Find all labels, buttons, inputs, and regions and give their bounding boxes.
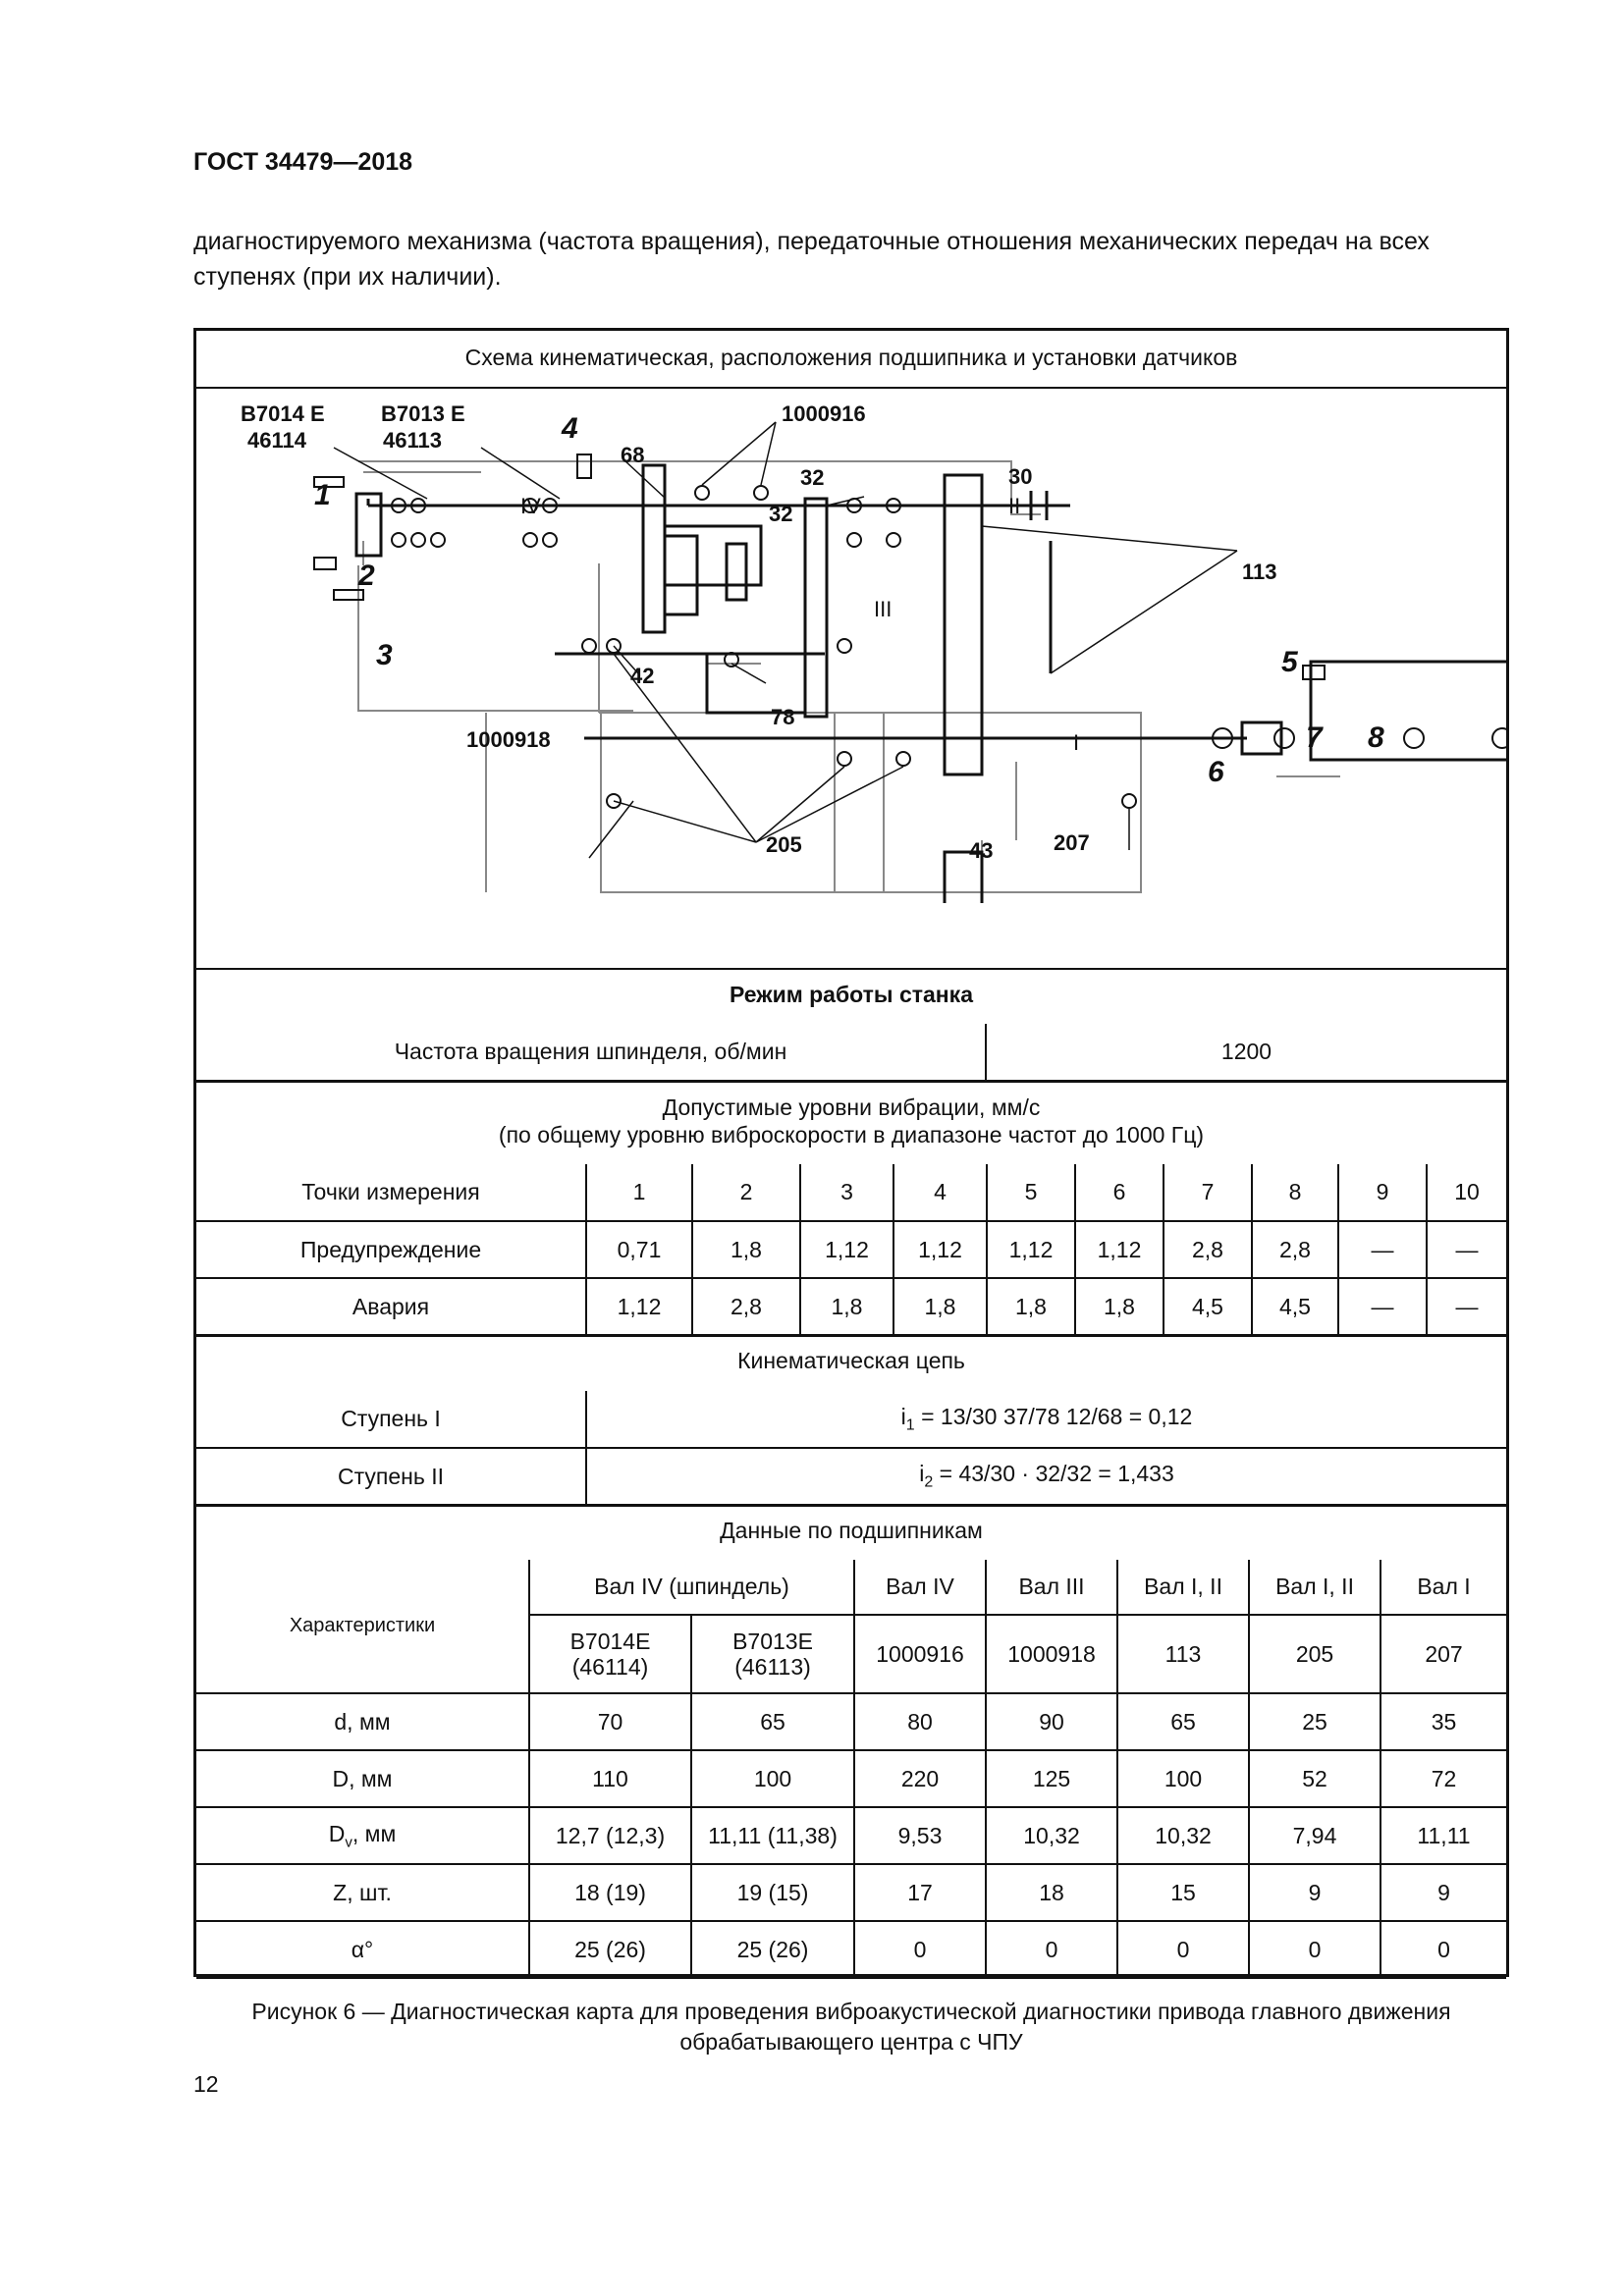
bearing-value: 100 xyxy=(691,1750,854,1807)
sensor-label-6: 6 xyxy=(1208,756,1224,788)
bearing-value: 70 xyxy=(529,1693,691,1750)
bearing-row-alpha xyxy=(196,1921,1506,1978)
bearing-value: 90 xyxy=(986,1693,1117,1750)
label-68: 68 xyxy=(621,443,645,467)
bearing-value: 9 xyxy=(1380,1864,1506,1921)
bearing-value: 65 xyxy=(1117,1693,1249,1750)
figure-caption xyxy=(193,1997,1509,2057)
sensor-label-7: 7 xyxy=(1306,721,1323,754)
label-1000916: 1000916 xyxy=(782,401,866,426)
label-43: 43 xyxy=(969,838,994,863)
bearing-value: 110 xyxy=(529,1750,691,1807)
sensor-label-1: 1 xyxy=(314,479,331,511)
document-header: ГОСТ 34479—2018 xyxy=(193,148,413,176)
label-32-mid: 32 xyxy=(769,502,793,526)
bearing-row-dv xyxy=(196,1807,1506,1864)
leader-lines xyxy=(334,422,1237,858)
diagnostic-card-frame xyxy=(193,328,1509,1977)
spindle-speed-label: Частота вращения шпинделя, об/мин xyxy=(196,1024,986,1081)
vibration-levels-table xyxy=(196,1164,1506,1336)
bearing-value: 9,53 xyxy=(854,1807,986,1864)
bearing-value: 0 xyxy=(1380,1921,1506,1978)
label-shaft-i: I xyxy=(1073,730,1080,755)
point-10: 10 xyxy=(1427,1164,1506,1221)
point-9: 9 xyxy=(1338,1164,1427,1221)
alarm-value: 1,8 xyxy=(1075,1278,1164,1335)
label-b7013e: B7013 E xyxy=(381,401,465,426)
shaft-iv-spindle-header: Вал IV (шпиндель) xyxy=(529,1560,854,1615)
sensor-label-4: 4 xyxy=(562,412,578,445)
warning-value: — xyxy=(1427,1221,1506,1278)
bearing-value: 80 xyxy=(854,1693,986,1750)
label-1000918: 1000918 xyxy=(466,727,551,752)
point-4: 4 xyxy=(893,1164,987,1221)
point-8: 8 xyxy=(1252,1164,1338,1221)
point-5: 5 xyxy=(987,1164,1075,1221)
bearing-value: 17 xyxy=(854,1864,986,1921)
alarm-value: 4,5 xyxy=(1164,1278,1252,1335)
bearing-value: 19 (15) xyxy=(691,1864,854,1921)
alarm-value: 2,8 xyxy=(692,1278,800,1335)
sensor-label-3: 3 xyxy=(376,639,393,671)
housing-outline xyxy=(358,461,1340,892)
scheme-title: Схема кинематическая, расположения подшипника и установки датчиков xyxy=(464,345,1238,370)
bearing-shaft-row xyxy=(196,1560,1506,1615)
label-42: 42 xyxy=(630,664,655,688)
shaft-header: Вал I xyxy=(1380,1560,1506,1615)
row-label: $D_v$, мм xyxy=(196,1807,529,1864)
bearing-value: 18 (19) xyxy=(529,1864,691,1921)
alarm-value: 1,8 xyxy=(987,1278,1075,1335)
warning-value: 2,8 xyxy=(1252,1221,1338,1278)
bearing-type: 1000916 xyxy=(854,1615,986,1693)
bearing-value: 15 xyxy=(1117,1864,1249,1921)
bearing-value: 220 xyxy=(854,1750,986,1807)
row-label: Z, шт. xyxy=(196,1864,529,1921)
point-2: 2 xyxy=(692,1164,800,1221)
vibration-title xyxy=(196,1094,1506,1148)
point-6: 6 xyxy=(1075,1164,1164,1221)
bearing-value: 0 xyxy=(854,1921,986,1978)
bearing-value: 100 xyxy=(1117,1750,1249,1807)
intro-paragraph: диагностируемого механизма (частота вращения), передаточные отношения механических передач на всех ступенях (при их наличии). xyxy=(193,228,1430,291)
bearing-value: 72 xyxy=(1380,1750,1506,1807)
bearing-value: 25 (26) xyxy=(529,1921,691,1978)
label-46114: 46114 xyxy=(247,428,306,453)
bearing-value: 10,32 xyxy=(1117,1807,1249,1864)
stage-1-label: Ступень I xyxy=(196,1391,586,1448)
alarm-value: 1,8 xyxy=(893,1278,987,1335)
label-shaft-ii: II xyxy=(1008,494,1021,518)
stage-1-row xyxy=(196,1391,1506,1448)
bearing-data-table xyxy=(196,1560,1506,1979)
alarm-label: Авария xyxy=(196,1278,586,1335)
stage-2-row xyxy=(196,1448,1506,1505)
bearing-value: 0 xyxy=(1249,1921,1380,1978)
bearing-type: 205 xyxy=(1249,1615,1380,1693)
alarm-row xyxy=(196,1278,1506,1335)
row-label: d, мм xyxy=(196,1693,529,1750)
row-label: D, мм xyxy=(196,1750,529,1807)
warning-value: 1,12 xyxy=(800,1221,893,1278)
sensor-label-8: 8 xyxy=(1368,721,1384,754)
warning-value: 1,8 xyxy=(692,1221,800,1278)
characteristics-header: Характеристики xyxy=(196,1560,529,1693)
vibration-title-line1: Допустимые уровни вибрации, мм/с xyxy=(662,1095,1041,1120)
warning-label: Предупреждение xyxy=(196,1221,586,1278)
label-b7014e: B7014 E xyxy=(241,401,325,426)
alarm-value: 1,12 xyxy=(586,1278,692,1335)
bearing-value: 0 xyxy=(986,1921,1117,1978)
spindle-speed-value: 1200 xyxy=(986,1024,1506,1081)
stage-2-formula: $i_2 = 43/30 \cdot 32/32 = 1,433$ xyxy=(586,1448,1506,1505)
bearing-value: 10,32 xyxy=(986,1807,1117,1864)
warning-value: 1,12 xyxy=(1075,1221,1164,1278)
alarm-value: 1,8 xyxy=(800,1278,893,1335)
stage-1-formula: $i_1 = 13/30$ 37/78 12/68 = 0,12 xyxy=(586,1391,1506,1448)
warning-row xyxy=(196,1221,1506,1278)
warning-value: — xyxy=(1338,1221,1427,1278)
kinematic-chain-table xyxy=(196,1391,1506,1506)
shaft-header: Вал III xyxy=(986,1560,1117,1615)
spindle-speed-table xyxy=(196,1024,1506,1082)
bearing-type: 1000918 xyxy=(986,1615,1117,1693)
stage-2-label: Ступень II xyxy=(196,1448,586,1505)
label-207: 207 xyxy=(1054,830,1090,855)
label-78: 78 xyxy=(771,705,795,729)
label-shaft-iii: III xyxy=(874,597,893,621)
label-113: 113 xyxy=(1242,560,1277,584)
bearing-value: 65 xyxy=(691,1693,854,1750)
bearing-value: 25 xyxy=(1249,1693,1380,1750)
warning-value: 1,12 xyxy=(987,1221,1075,1278)
sensor-label-2: 2 xyxy=(358,560,375,592)
vibration-title-line2: (по общему уровню виброскорости в диапазоне частот до 1000 Гц) xyxy=(498,1122,1205,1148)
bearing-value: 11,11 xyxy=(1380,1807,1506,1864)
figure-caption-line1: Рисунок 6 — Диагностическая карта для проведения виброакустической диагностики привода главного движения xyxy=(251,1999,1451,2024)
label-46113: 46113 xyxy=(383,428,442,453)
bearing-type: B7014E (46114) xyxy=(529,1615,691,1693)
page-number: 12 xyxy=(193,2071,219,2097)
kinematic-chain-title: Кинематическая цепь xyxy=(737,1348,965,1373)
label-30: 30 xyxy=(1008,464,1033,489)
alarm-value: — xyxy=(1338,1278,1427,1335)
shafts-and-gears xyxy=(356,465,1506,903)
figure-caption-line2: обрабатывающего центра с ЧПУ xyxy=(679,2029,1023,2055)
warning-value: 0,71 xyxy=(586,1221,692,1278)
shaft-header: Вал I, II xyxy=(1249,1560,1380,1615)
bearing-value: 12,7 (12,3) xyxy=(529,1807,691,1864)
bearing-row-outer-d xyxy=(196,1750,1506,1807)
bearing-value: 11,11 (11,38) xyxy=(691,1807,854,1864)
alarm-value: — xyxy=(1427,1278,1506,1335)
shaft-header: Вал IV xyxy=(854,1560,986,1615)
point-1: 1 xyxy=(586,1164,692,1221)
label-205: 205 xyxy=(766,832,802,857)
warning-value: 2,8 xyxy=(1164,1221,1252,1278)
bearing-value: 18 xyxy=(986,1864,1117,1921)
bearing-value: 9 xyxy=(1249,1864,1380,1921)
bearing-value: 7,94 xyxy=(1249,1807,1380,1864)
bearing-data-title: Данные по подшипникам xyxy=(720,1518,983,1543)
point-7: 7 xyxy=(1164,1164,1252,1221)
row-label: α° xyxy=(196,1921,529,1978)
bearing-type: 207 xyxy=(1380,1615,1506,1693)
bearing-type: 113 xyxy=(1117,1615,1249,1693)
bearing-value: 0 xyxy=(1117,1921,1249,1978)
bearing-row-d xyxy=(196,1693,1506,1750)
warning-value: 1,12 xyxy=(893,1221,987,1278)
mode-title: Режим работы станка xyxy=(730,982,973,1007)
bearing-value: 125 xyxy=(986,1750,1117,1807)
alarm-value: 4,5 xyxy=(1252,1278,1338,1335)
label-32-top: 32 xyxy=(800,465,825,490)
label-shaft-iv: IV xyxy=(520,494,541,518)
points-label: Точки измерения xyxy=(196,1164,586,1221)
bearing-type: B7013E (46113) xyxy=(691,1615,854,1693)
sensor-label-5: 5 xyxy=(1281,646,1298,678)
shaft-header: Вал I, II xyxy=(1117,1560,1249,1615)
bearing-value: 35 xyxy=(1380,1693,1506,1750)
points-row xyxy=(196,1164,1506,1221)
bearing-row-z xyxy=(196,1864,1506,1921)
bearing-value: 25 (26) xyxy=(691,1921,854,1978)
point-3: 3 xyxy=(800,1164,893,1221)
bearing-value: 52 xyxy=(1249,1750,1380,1807)
kinematic-scheme-diagram xyxy=(196,389,1506,903)
